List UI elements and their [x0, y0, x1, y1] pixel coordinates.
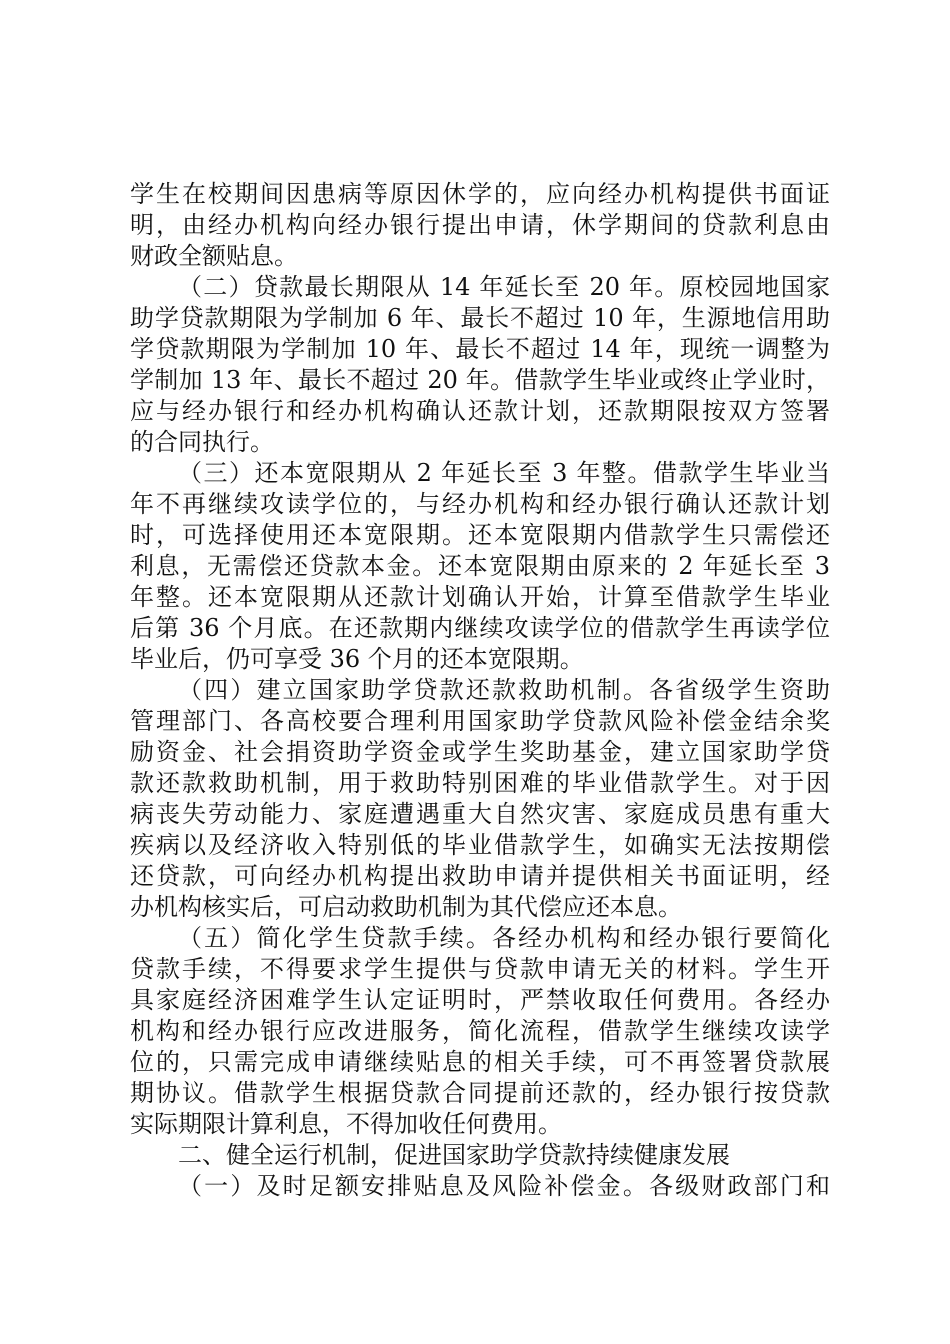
text-line: 利息，无需偿还贷款本金。还本宽限期由原来的 2 年延长至 3 — [130, 552, 830, 580]
text-line: 学贷款期限为学制加 10 年、最长不超过 14 年，现统一调整为 — [130, 335, 830, 363]
text-line: 年不再继续攻读学位的，与经办机构和经办银行确认还款计划 — [130, 490, 830, 518]
text-line: 期协议。借款学生根据贷款合同提前还款的，经办银行按贷款 — [130, 1079, 830, 1107]
paragraph-heading-line: （二）贷款最长期限从 14 年延长至 20 年。原校园地国家 — [178, 273, 830, 301]
text-line: 学制加 13 年、最长不超过 20 年。借款学生毕业或终止学业时， — [130, 366, 830, 394]
paragraph-heading-line: （一）及时足额安排贴息及风险补偿金。各级财政部门和 — [178, 1172, 830, 1200]
text-line: 具家庭经济困难学生认定证明时，严禁收取任何费用。各经办 — [130, 986, 830, 1014]
text-line: 的合同执行。 — [130, 428, 274, 456]
text-line: 款还款救助机制，用于救助特别困难的毕业借款学生。对于因 — [130, 769, 830, 797]
text-line: 机构和经办银行应改进服务，简化流程，借款学生继续攻读学 — [130, 1017, 830, 1045]
text-line: 财政全额贴息。 — [130, 242, 298, 270]
text-line: 助学贷款期限为学制加 6 年、最长不超过 10 年，生源地信用助 — [130, 304, 830, 332]
text-line: 还贷款，可向经办机构提出救助申请并提供相关书面证明，经 — [130, 862, 830, 890]
text-line: 毕业后，仍可享受 36 个月的还本宽限期。 — [130, 645, 584, 673]
text-line: 年整。还本宽限期从还款计划确认开始，计算至借款学生毕业 — [130, 583, 830, 611]
text-line: 时，可选择使用还本宽限期。还本宽限期内借款学生只需偿还 — [130, 521, 830, 549]
text-line: 应与经办银行和经办机构确认还款计划，还款期限按双方签署 — [130, 397, 830, 425]
paragraph-heading-line: （五）简化学生贷款手续。各经办机构和经办银行要简化 — [178, 924, 830, 952]
text-line: 后第 36 个月底。在还款期内继续攻读学位的借款学生再读学位 — [130, 614, 830, 642]
text-line: 管理部门、各高校要合理利用国家助学贷款风险补偿金结余奖 — [130, 707, 830, 735]
section-heading: 二、健全运行机制，促进国家助学贷款持续健康发展 — [178, 1141, 730, 1169]
text-line: 病丧失劳动能力、家庭遭遇重大自然灾害、家庭成员患有重大 — [130, 800, 830, 828]
text-line: 位的，只需完成申请继续贴息的相关手续，可不再签署贷款展 — [130, 1048, 830, 1076]
text-line: 学生在校期间因患病等原因休学的，应向经办机构提供书面证 — [130, 180, 830, 208]
paragraph-heading-line: （四）建立国家助学贷款还款救助机制。各省级学生资助 — [178, 676, 830, 704]
text-line: 励资金、社会捐资助学资金或学生奖助基金，建立国家助学贷 — [130, 738, 830, 766]
text-line: 明，由经办机构向经办银行提出申请，休学期间的贷款利息由 — [130, 211, 830, 239]
text-line: 疾病以及经济收入特别低的毕业借款学生，如确实无法按期偿 — [130, 831, 830, 859]
paragraph-heading-line: （三）还本宽限期从 2 年延长至 3 年整。借款学生毕业当 — [178, 459, 830, 487]
text-line: 贷款手续，不得要求学生提供与贷款申请无关的材料。学生开 — [130, 955, 830, 983]
text-line: 办机构核实后，可启动救助机制为其代偿应还本息。 — [130, 893, 682, 921]
text-line: 实际期限计算利息，不得加收任何费用。 — [130, 1110, 562, 1138]
